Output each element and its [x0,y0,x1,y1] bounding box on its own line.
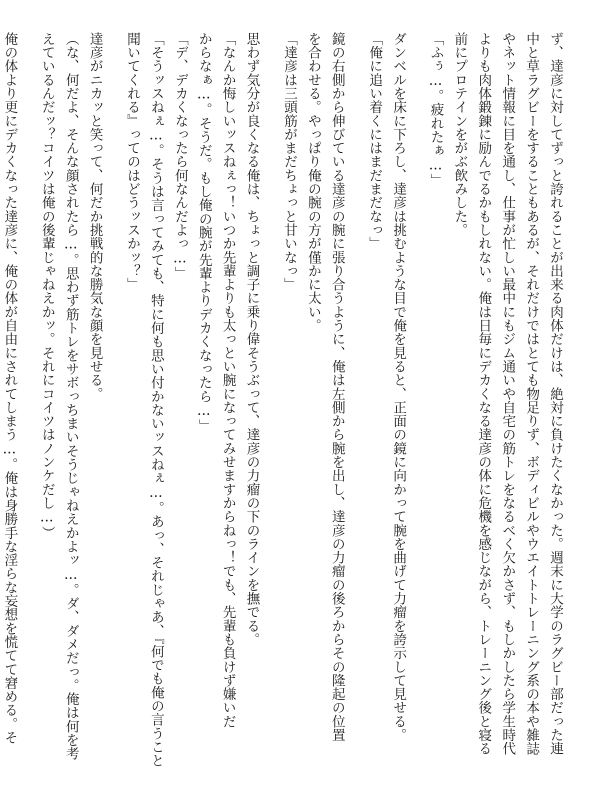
vertical-text-block [0,32,566,770]
text-line: やネット情報に目を通し、仕事が忙しい最中にもジム通いや自宅の筋トレをなるべく欠かさず、もしかしたら学生時代 [499,32,516,756]
text-line: ず、達彦に対してずっと誇れることが出来る肉体だけは、絶対に負けたくなかった。週末に大学のラグビー部だった連 [547,32,563,756]
text-line: よりも肉体鍛錬に励んでるかもしれない。俺は日毎にデカくなる達彦の体に危機を感じながら、トレーニング後と寝る [475,32,492,756]
text-line: 前にプロテインをがぶ飲みした。 [451,32,468,237]
text-line: えているんだッ？コイツは俺の後輩じゃねえかッ。それにコイツはノンケだし…） [38,32,55,540]
text-line: からなぁ…。そうだ。もし俺の腕が先輩よりデカくなったら…」 [195,32,212,433]
text-line: 聞いてくれる』ってのはどうッスかッ？」 [124,32,140,292]
text-line: を合わせる。やっぱり俺の腕の方が僅かに太い。 [304,32,321,333]
text-line: 達彦がニカッと笑って、何だか挑戦的な勝気な顔を見せる。 [86,32,103,401]
dialogue-line: 「達彦は三頭筋がまだちょっと甘いなっ」 [280,32,297,292]
dialogue-line: 「ふぅ…。疲れたぁ…」 [427,32,444,188]
text-line: 思わず気分が良くなる俺は、ちょっと調子に乗り偉そうぶって、達彦の力瘤の下のラインを撫でる。 [243,32,260,647]
text-line: ダンベルを床に下ろし、達彦は挑むような目で俺を見ると、正面の鏡に向かって腕を曲げて力瘤を誇示して見せる。 [390,32,407,742]
text-line: 俺の体より更にデカくなった達彦に、俺の体が自由にされてしまう…。俺は身勝手な淫らな妄想を慌てて窘める。そ [1,32,18,745]
text-line: 鏡の右側から伸びている達彦の腕に張り合うように、俺は左側から腕を出し、達彦の力瘤の後ろからその隆起の位置 [328,32,345,742]
dialogue-line: 「そうッスねぇ…。そうは言ってみても、特に何も思い付かないッスねぇ…。あっ、それじゃあ、『何でも俺の言うこと [147,32,164,768]
dialogue-line: 「なんか悔しいッスねぇっ！いつか先輩よりも太っとい腕になってみせますからねっ！でも、先輩も負けず嫌いだ [219,32,236,729]
text-line: 中と草ラグビーをすることもあるが、それだけではとても物足りず、ボディビルやウエイトトレーニング系の本や雑誌 [523,32,540,756]
dialogue-line: 「俺に追い着くにはまだまだなっ」 [366,32,383,251]
dialogue-line: 「デ、デカくなったら何なんだよっ…」 [171,32,188,281]
thought-line: （な、何だよ、そんな顔されたら…。思わず筋トレをサボっちまいそうじゃねえかよッ…。ダ、ダメだっ。俺は何を考 [62,32,79,761]
